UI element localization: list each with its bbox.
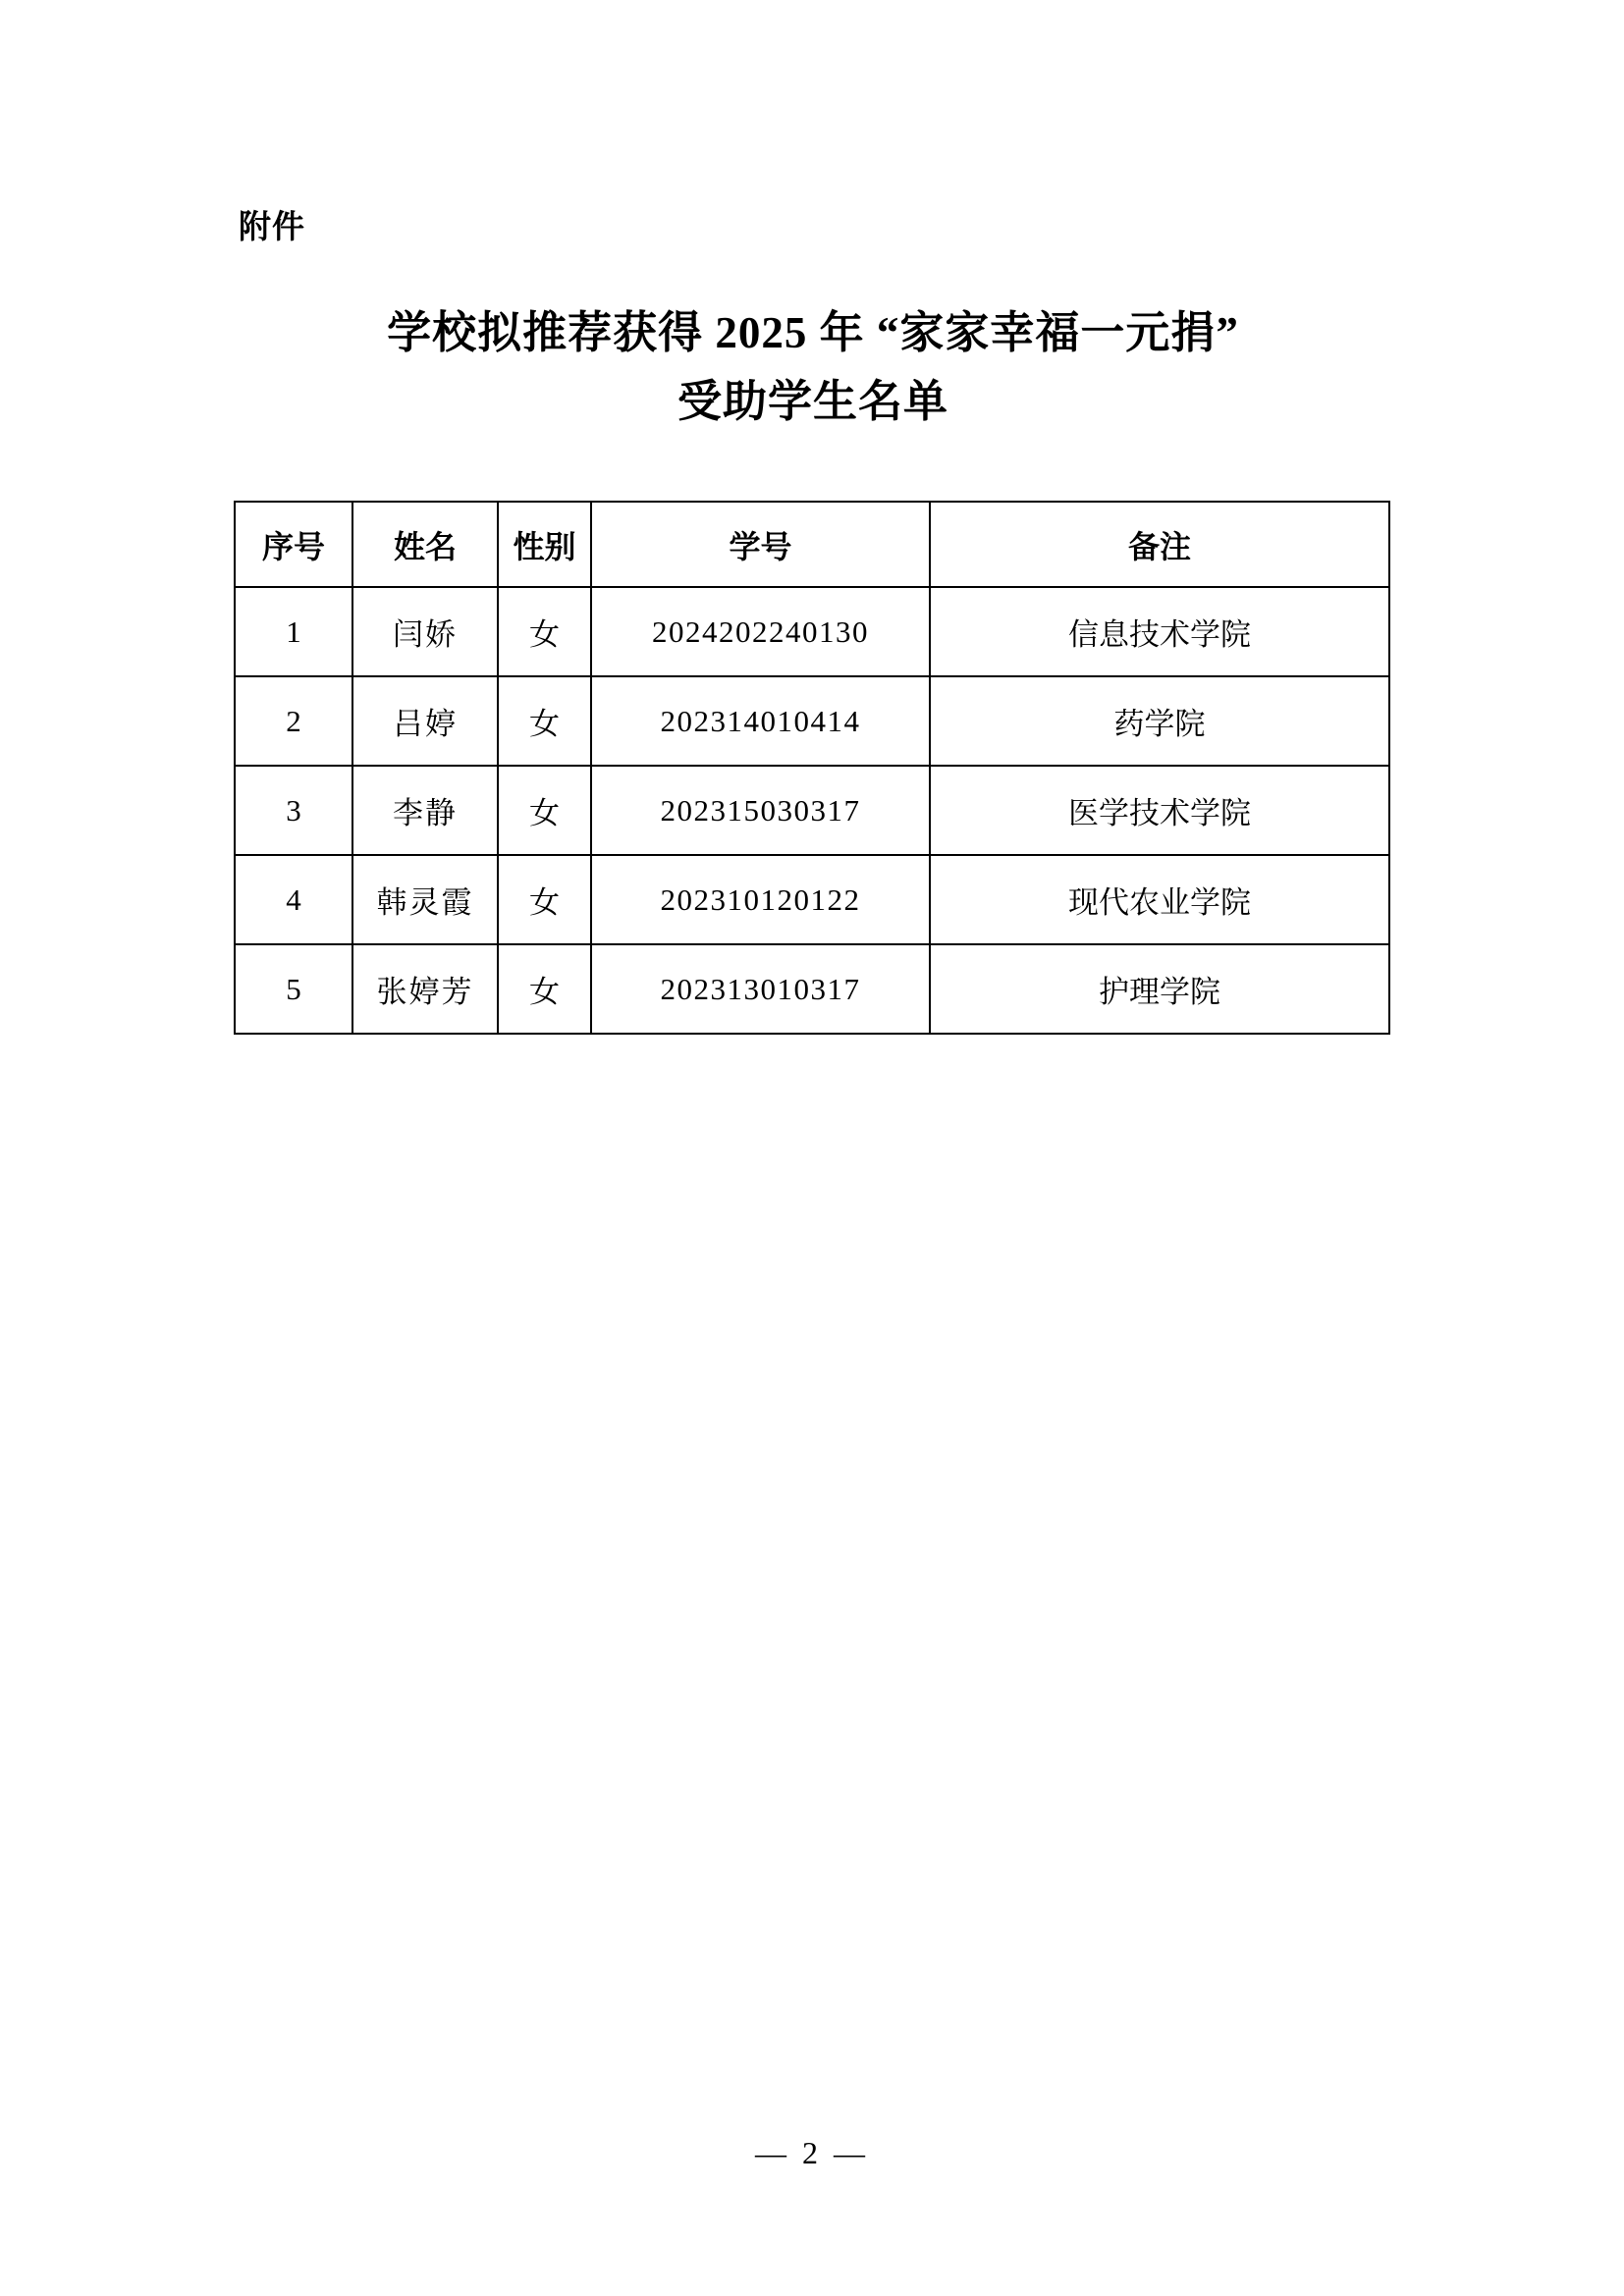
cell-name: 闫娇 xyxy=(352,587,498,676)
page-title-line-2: 受助学生名单 xyxy=(677,376,948,426)
table-header-row xyxy=(235,502,1389,587)
column-header-student-id: 学号 xyxy=(591,502,930,587)
column-header-name: 姓名 xyxy=(352,502,498,587)
cell-index: 4 xyxy=(235,855,352,944)
cell-note: 信息技术学院 xyxy=(930,587,1389,676)
cell-index: 2 xyxy=(235,676,352,766)
student-list-table xyxy=(234,501,1390,1035)
cell-student-id: 202315030317 xyxy=(591,766,930,855)
cell-student-id: 202314010414 xyxy=(591,676,930,766)
column-header-gender: 性别 xyxy=(498,502,591,587)
table-row xyxy=(235,855,1389,944)
page-number-footer: — 2 — xyxy=(755,2135,869,2170)
table-row xyxy=(235,676,1389,766)
cell-name: 张婷芳 xyxy=(352,944,498,1034)
cell-student-id: 202313010317 xyxy=(591,944,930,1034)
column-header-index: 序号 xyxy=(235,502,352,587)
cell-gender: 女 xyxy=(498,766,591,855)
column-header-note: 备注 xyxy=(930,502,1389,587)
table-row xyxy=(235,944,1389,1034)
cell-name: 吕婷 xyxy=(352,676,498,766)
cell-note: 药学院 xyxy=(930,676,1389,766)
cell-index: 3 xyxy=(235,766,352,855)
cell-student-id: 2024202240130 xyxy=(591,587,930,676)
cell-student-id: 202310120122 xyxy=(591,855,930,944)
attachment-label: 附件 xyxy=(239,210,305,245)
cell-gender: 女 xyxy=(498,944,591,1034)
page-title xyxy=(229,299,1397,437)
cell-gender: 女 xyxy=(498,676,591,766)
page-title-line-1: 学校拟推荐获得 2025 年 “家家幸福一元捐” xyxy=(387,308,1239,357)
cell-gender: 女 xyxy=(498,855,591,944)
table-row xyxy=(235,587,1389,676)
cell-gender: 女 xyxy=(498,587,591,676)
cell-name: 韩灵霞 xyxy=(352,855,498,944)
cell-index: 1 xyxy=(235,587,352,676)
cell-note: 医学技术学院 xyxy=(930,766,1389,855)
cell-name: 李静 xyxy=(352,766,498,855)
table-row xyxy=(235,766,1389,855)
cell-note: 现代农业学院 xyxy=(930,855,1389,944)
cell-note: 护理学院 xyxy=(930,944,1389,1034)
cell-index: 5 xyxy=(235,944,352,1034)
